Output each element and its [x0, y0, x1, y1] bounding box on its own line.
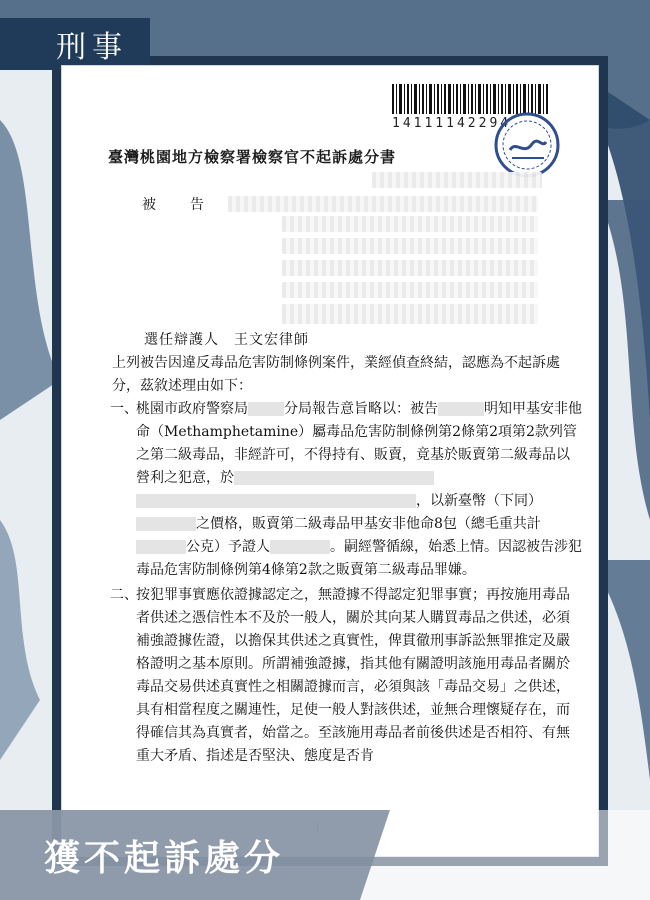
text-run: 公克）予證人 [186, 539, 270, 555]
official-seal-icon [492, 110, 562, 180]
intro-paragraph: 上列被告因違反毒品危害防制條例案件，業經偵查終結，認應為不起訴處分，茲敘述理由如下： [112, 355, 560, 394]
section-two [112, 584, 582, 768]
text-run: 明知甲基安非他命（Methamphetamine）屬毒品危害防制條例第2條第2項第2款列管之第二級毒品，非經許可，不得持有、販賣，竟基於販賣第二級毒品以營利之犯意，於 [136, 401, 582, 486]
redacted-inline [248, 402, 284, 416]
barcode-number: 14111142294 [392, 116, 512, 131]
redacted-block [282, 304, 538, 324]
redacted-block [282, 238, 538, 254]
redacted-block [372, 172, 542, 188]
text-run: 分局報告意旨略以：被告 [284, 401, 438, 417]
redacted-inline [136, 517, 196, 531]
document-body [112, 352, 582, 768]
redacted-inline [136, 494, 416, 508]
redacted-inline [136, 540, 186, 554]
category-tag: 刑事 [56, 30, 128, 65]
section-two-text: 按犯罪事實應依證據認定之，無證據不得認定犯罪事實；再按施用毒品者供述之憑信性本不及於一般人，關於其向某人購買毒品之供述，必須補強證據佐證，以擔保其供述之真實性，俾貫徹刑事訴訟無罪推定及嚴格證明之基本原則。所謂補強證據，指其他有關證明該施用毒品者關於毒品交易供述真實性之相關證據而言，必須與該「毒品交易」之供述，具有相當程度之關連性，足使一般人對該供述，並無合理懷疑存在，而得確信其為真實者，始當之。至該施用毒品者前後供述是否相符、有無重大矛盾、指述是否堅決、態度是否肯 [136, 587, 570, 764]
defense-counsel: 選任辯護人 王文宏律師 [144, 332, 309, 348]
document-page [62, 66, 598, 856]
text-run: ，以新臺幣（下同） [416, 493, 542, 509]
section-one [112, 398, 582, 582]
document-title: 臺灣桃園地方檢察署檢察官不起訴處分書 [108, 148, 397, 166]
text-run: 桃園市政府警察局 [136, 401, 248, 417]
banner-title: 獲不起訴處分 [44, 838, 285, 879]
section-number: 一、 [110, 401, 138, 417]
section-number: 二、 [110, 587, 138, 603]
text-run: 。嗣經警循線，始悉上情。因認被告涉犯毒品危害防制條例第4條第2款之販賣第二級毒品罪嫌。 [136, 539, 582, 578]
redacted-inline [270, 540, 330, 554]
section-one-text [112, 398, 582, 582]
redacted-block [282, 260, 538, 276]
redacted-block [282, 282, 538, 298]
redacted-block [282, 216, 538, 232]
redacted-inline [438, 402, 484, 416]
defendant-label: 被 告 [142, 197, 206, 213]
text-run: 之價格，販賣第二級毒品甲基安非他命8包（總毛重共計 [196, 516, 541, 532]
redacted-block [228, 196, 538, 212]
redacted-inline [234, 471, 434, 485]
